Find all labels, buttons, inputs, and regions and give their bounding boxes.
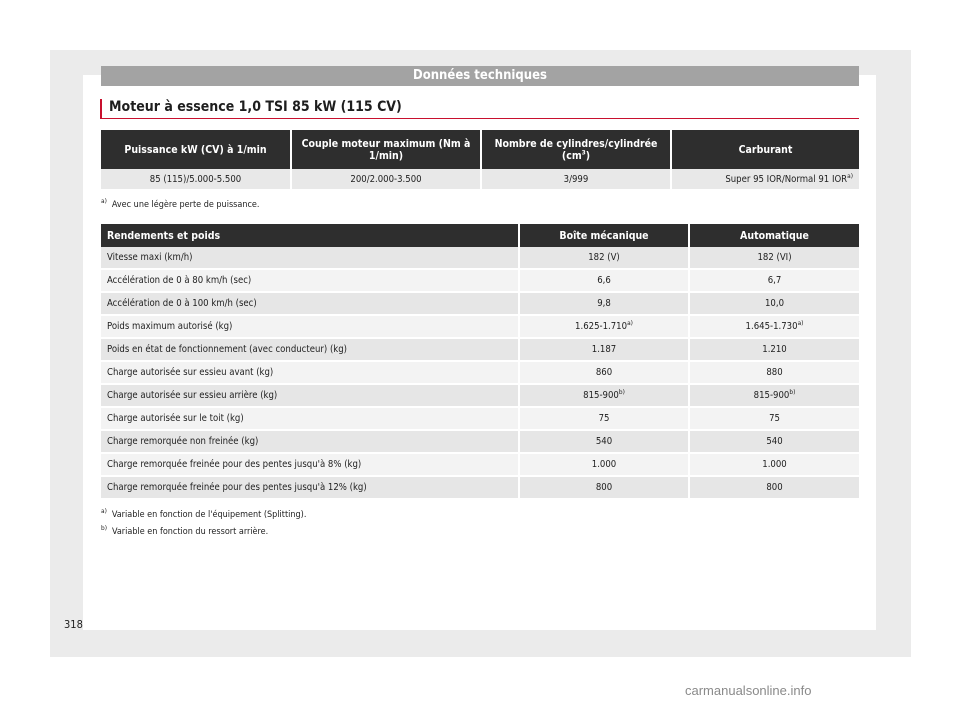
header-fuel: Carburant xyxy=(671,130,859,169)
cell-cylinders: 3/999 xyxy=(481,169,671,190)
cell-automatic: 182 (VI) xyxy=(689,247,859,269)
header-manual: Boîte mécanique xyxy=(519,224,689,247)
page-number: 318 xyxy=(64,618,83,631)
cell-automatic: 880 xyxy=(689,361,859,384)
cell-automatic: 10,0 xyxy=(689,292,859,315)
engine-title: Moteur à essence 1,0 TSI 85 kW (115 CV) xyxy=(100,99,859,119)
table-row xyxy=(101,384,859,407)
section-header: Données techniques xyxy=(101,66,859,86)
cell-manual: 1.000 xyxy=(519,453,689,476)
cell-manual: 860 xyxy=(519,361,689,384)
cell-label: Charge remorquée freinée pour des pentes jusqu'à 8% (kg) xyxy=(101,453,519,476)
table-row xyxy=(101,169,859,190)
cell-automatic: 1.000 xyxy=(689,453,859,476)
cell-automatic: 1.645-1.730$^{a)}$ xyxy=(689,315,859,338)
cell-manual: 1.187 xyxy=(519,338,689,361)
cell-automatic: 800 xyxy=(689,476,859,499)
cell-automatic: 6,7 xyxy=(689,269,859,292)
header-torque: Couple moteur maximum (Nm à 1/min) xyxy=(291,130,481,169)
table-row xyxy=(101,247,859,269)
cell-manual: 1.625-1.710$^{a)}$ xyxy=(519,315,689,338)
header-performance: Rendements et poids xyxy=(101,224,519,247)
cell-label: Poids en état de fonctionnement (avec conducteur) (kg) xyxy=(101,338,519,361)
cell-manual: 75 xyxy=(519,407,689,430)
engine-table xyxy=(101,130,859,191)
cell-label: Charge autorisée sur essieu arrière (kg) xyxy=(101,384,519,407)
table-row xyxy=(101,430,859,453)
cell-label: Accélération de 0 à 100 km/h (sec) xyxy=(101,292,519,315)
footnote: $^{a)}$ Variable en fonction de l'équipement (Splitting). xyxy=(101,507,307,520)
cell-torque: 200/2.000-3.500 xyxy=(291,169,481,190)
cell-automatic: 815-900$^{b)}$ xyxy=(689,384,859,407)
performance-table-header xyxy=(101,224,859,247)
header-power: Puissance kW (CV) à 1/min xyxy=(101,130,291,169)
cell-label: Charge autorisée sur le toit (kg) xyxy=(101,407,519,430)
engine-table-header xyxy=(101,130,859,169)
header-automatic: Automatique xyxy=(689,224,859,247)
cell-label: Accélération de 0 à 80 km/h (sec) xyxy=(101,269,519,292)
table-row xyxy=(101,315,859,338)
footnote: $^{b)}$ Variable en fonction du ressort arrière. xyxy=(101,524,269,537)
cell-power: 85 (115)/5.000-5.500 xyxy=(101,169,291,190)
cell-manual: 540 xyxy=(519,430,689,453)
table-row xyxy=(101,476,859,499)
cell-label: Charge remorquée non freinée (kg) xyxy=(101,430,519,453)
table-row xyxy=(101,361,859,384)
table-row xyxy=(101,453,859,476)
footnote: $^{a)}$ Avec une légère perte de puissance. xyxy=(101,197,260,210)
cell-manual: 9,8 xyxy=(519,292,689,315)
header-cylinders: Nombre de cylindres/cylindrée $(cm^3)$ xyxy=(481,130,671,169)
cell-manual: 815-900$^{b)}$ xyxy=(519,384,689,407)
performance-table xyxy=(101,224,859,500)
cell-automatic: 75 xyxy=(689,407,859,430)
cell-automatic: 1.210 xyxy=(689,338,859,361)
cell-manual: 182 (V) xyxy=(519,247,689,269)
cell-label: Poids maximum autorisé (kg) xyxy=(101,315,519,338)
table-row xyxy=(101,269,859,292)
performance-table-body xyxy=(101,247,859,499)
cell-label: Vitesse maxi (km/h) xyxy=(101,247,519,269)
cell-manual: 800 xyxy=(519,476,689,499)
watermark: carmanualsonline.info xyxy=(685,683,812,698)
table-row xyxy=(101,292,859,315)
cell-label: Charge autorisée sur essieu avant (kg) xyxy=(101,361,519,384)
table-row xyxy=(101,407,859,430)
cell-automatic: 540 xyxy=(689,430,859,453)
cell-label: Charge remorquée freinée pour des pentes jusqu'à 12% (kg) xyxy=(101,476,519,499)
table-row xyxy=(101,338,859,361)
cell-fuel: Super 95 IOR/Normal 91 IOR$^{a)}$ xyxy=(671,169,859,190)
cell-manual: 6,6 xyxy=(519,269,689,292)
